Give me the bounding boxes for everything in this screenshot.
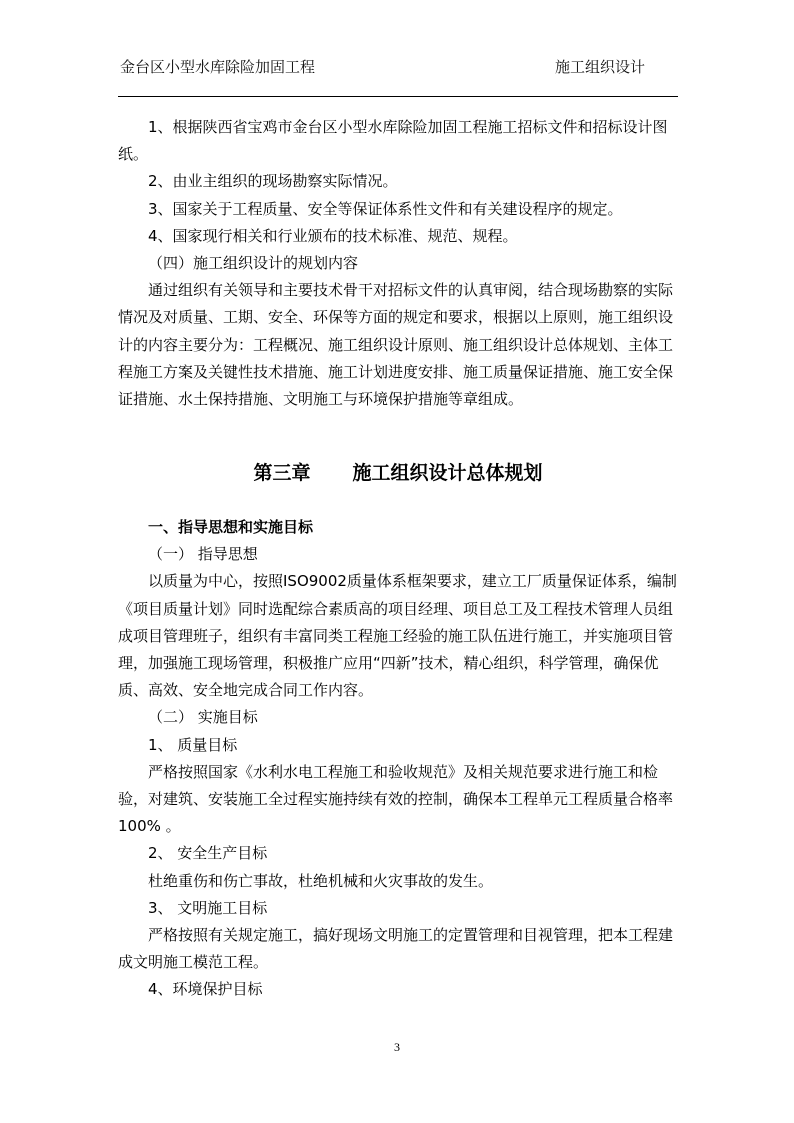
header-document-type: 施工组织设计 — [555, 58, 646, 76]
section-guiding — [118, 514, 678, 1004]
planning-paragraph: 通过组织有关领导和主要技术骨干对招标文件的认真审阅，结合现场勘察的实际情况及对质量、工期、安全、环保等方面的规定和要求，根据以上原则，施工组织设计的内容主要分为：工程概况、施工组织设计原则、施工组织设计总体规划、主体工程施工方案及关键性技术措施、施工计划进度安排、施工质量保证措施、施工安全保证措施、水土保持措施、文明施工与环境保护措施等章组成。 — [118, 281, 674, 409]
civilized-goal-text: 严格按照有关规定施工，搞好现场文明施工的定置管理和目视管理，把本工程建成文明施工模范工程。 — [118, 926, 674, 972]
basis-item-1: 1、根据陕西省宝鸡市金台区小型水库除险加固工程施工招标文件和招标设计图纸。 — [118, 118, 668, 164]
section-heading: 一、指导思想和实施目标 — [148, 518, 314, 536]
section-basis — [118, 114, 678, 413]
header-project-title: 金台区小型水库除险加固工程 — [120, 58, 316, 76]
safety-goal-heading: 2、 安全生产目标 — [148, 844, 268, 863]
chapter-title: 施工组织设计总体规划 — [352, 462, 543, 484]
page-number: 3 — [394, 1040, 400, 1054]
chapter-heading — [118, 458, 678, 485]
civilized-goal-heading: 3、 文明施工目标 — [148, 898, 268, 917]
environment-goal-heading: 4、环境保护目标 — [148, 980, 263, 999]
page-header — [118, 56, 678, 80]
basis-item-4: 4、国家现行相关和行业颁布的技术标准、规范、规程。 — [148, 226, 518, 245]
chapter-number: 第三章 — [253, 462, 311, 484]
basis-item-2: 2、由业主组织的现场勘察实际情况。 — [148, 172, 398, 191]
basis-item-3: 3、国家关于工程质量、安全等保证体系性文件和有关建设程序的规定。 — [148, 199, 623, 218]
safety-goal-text: 杜绝重伤和伤亡事故，杜绝机械和火灾事故的发生。 — [148, 871, 494, 890]
guiding-paragraph: 以质量为中心，按照ISO9002质量体系框架要求，建立工厂质量保证体系，编制《项目质量计划》同时选配综合素质高的项目经理、项目总工及工程技术管理人员组成项目管理班子，组织有丰富同类工程施工经验的施工队伍进行施工，并实施项目管理，加强施工现场管理，积极推广应用“四新”技术，精心组织，科学管理，确保优质、高效、安全地完成合同工作内容。 — [118, 572, 677, 700]
quality-goal-text: 严格按照国家《水利水电工程施工和验收规范》及相关规范要求进行施工和检验，对建筑、安装施工全过程实施持续有效的控制，确保本工程单元工程质量合格率100% 。 — [118, 762, 674, 836]
quality-goal-heading: 1、 质量目标 — [148, 735, 238, 754]
planning-subheading: （四）施工组织设计的规划内容 — [148, 254, 359, 273]
header-divider — [118, 96, 678, 97]
goals-subheading: （二） 实施目标 — [148, 708, 258, 727]
guiding-subheading: （一） 指导思想 — [148, 545, 258, 564]
